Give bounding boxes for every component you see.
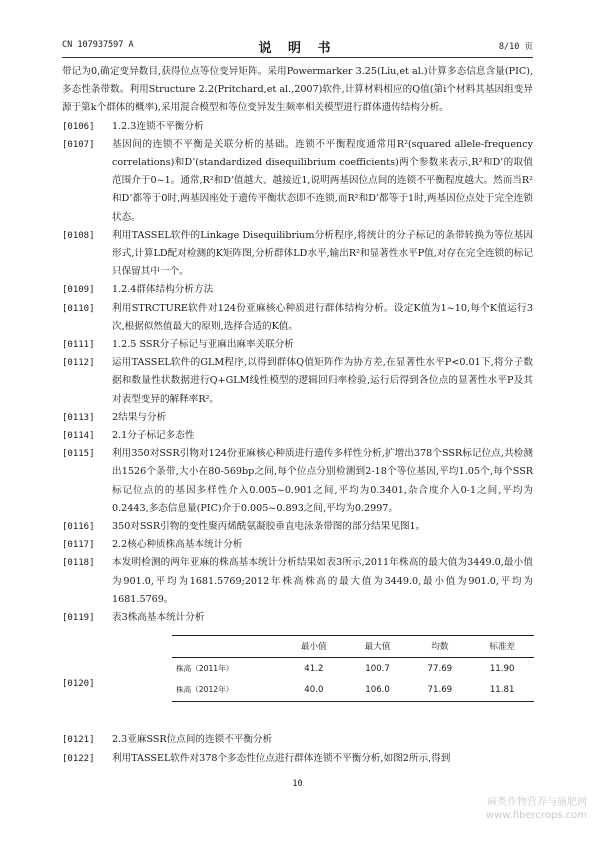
paragraph-number: [0108] (62, 230, 95, 241)
paragraph-number: [0122] (62, 753, 95, 764)
paragraph-number: [0117] (62, 540, 95, 551)
paragraph-0106 (62, 118, 533, 136)
paragraph-0118 (62, 554, 533, 609)
cell-sd: 11.81 (489, 685, 515, 696)
paragraph-text: 利用TASSEL软件的Linkage Disequilibrium分析程序,将统计的分子标记的条带转换为等位基因形式,计算LD配对检测的K矩阵图,分析群体LD水平,输出R²和显著性水平P值,对存在完全连锁的标记只保留其中一个。 (112, 229, 533, 278)
paragraph-0119 (62, 609, 533, 627)
paragraph-0111 (62, 336, 533, 354)
paragraph-text: 基因间的连锁不平衡是关联分析的基础。连锁不平衡程度通常用R²(squared allele-frequency correlations)和D’(standardized disequilibrium coefficients)两个参数来表示,R²和D’的取值范围介于0~1。通常,R²和D’值越大、越接近1,说明两基因位点间的连锁不平衡程度越大。然而当R²和D’都等于0时,两基因座处于遗传平衡状态即不连锁,而R²和D’都等于1时,两基因位点处于完全连锁状态。 (112, 138, 533, 223)
paragraph-text: 350对SSR引物的变性聚丙烯酰氨凝胶垂直电泳条带图的部分结果见图1。 (112, 521, 426, 533)
cell-sd: 11.90 (489, 663, 515, 674)
cell-max: 100.7 (365, 663, 390, 674)
paragraph-0107 (62, 136, 533, 227)
paragraph-number: [0119] (62, 613, 95, 624)
row-label: 株高（2012年） (176, 685, 234, 695)
column-header: 最大值 (364, 641, 391, 652)
document-body (62, 63, 533, 768)
cell-mean: 77.69 (427, 663, 453, 674)
table-header-row (172, 636, 534, 658)
cell-mean: 71.69 (427, 685, 453, 696)
publication-number: CN 107937597 A (62, 40, 134, 50)
paragraph-0122 (62, 750, 533, 768)
paragraph-0121 (62, 731, 533, 749)
table-corner-cell (172, 636, 282, 658)
column-header: 标准差 (489, 641, 516, 652)
row-label: 株高（2011年） (176, 663, 234, 673)
paragraph-text: 2.3亚麻SSR位点间的连锁不平衡分析 (112, 734, 273, 746)
paragraph-0113 (62, 409, 533, 427)
paragraph-number: [0113] (62, 412, 95, 423)
paragraph-number: [0106] (62, 121, 95, 132)
paragraph-number: [0110] (62, 303, 95, 314)
paragraph-text: 2.2核心种质株高基本统计分析 (112, 539, 243, 551)
column-header: 最小值 (300, 641, 327, 652)
paragraph-text: 运用TASSEL软件的GLM程序,以得到群体Q值矩阵作为协方差,在显著性水平P<0.01下,将分子数据和数量性状数据进行Q+GLM线性模型的逻辑回归率检验,运行后得到各位点的显著性水平P及其对表型变异的解释率R²。 (112, 357, 533, 405)
paragraph-number: [0107] (62, 139, 95, 150)
paragraph-0109 (62, 281, 533, 299)
paragraph-number: [0118] (62, 558, 95, 569)
page-header (62, 38, 533, 54)
page-indicator: 8/10 页 (498, 42, 533, 52)
paragraph-0112 (62, 354, 533, 409)
paragraph-continuation (62, 63, 533, 118)
paragraph-text: 利用TASSEL软件对378个多态性位点进行群体连锁不平衡分析,如图2所示,得到 (112, 752, 451, 764)
paragraph-number: [0115] (62, 449, 95, 460)
paragraph-text: 本发明检测的两年亚麻的株高基本统计分析结果如表3所示,2011年株高的最大值为3449.0,最小值为901.0,平均为1681.5769;2012年株高株高的最大值为3449.0,最小值为901.0,平均为1681.5769。 (112, 557, 533, 605)
paragraph-0117 (62, 536, 533, 554)
table-row (172, 658, 534, 680)
column-header: 均数 (431, 641, 449, 652)
plant-height-stats-table (172, 635, 534, 702)
cell-min: 41.2 (304, 663, 324, 674)
paragraph-text: 2结果与分析 (112, 411, 167, 423)
cell-max: 106.0 (365, 685, 390, 696)
watermark-line: 麻类作物营养与施肥网 (487, 797, 587, 808)
table-row (172, 680, 534, 702)
watermark (486, 796, 587, 822)
paragraph-text: 带记为0,确定变异数目,获得位点等位变异矩阵。采用Powermarker 3.25(Liu,et al.)计算多态信息含量(PIC),多态性条带数。利用Structure 2.2(Pritchard,et al.,2007)软件,计算材料相应的Q值(第i个材料其基因组变异源于第k个群体的概率),采用混合模型和等位变异发生频率相关模型进行群体遗传结构分析。 (62, 66, 533, 114)
paragraph-0115 (62, 445, 533, 518)
paragraph-text: 1.2.3连锁不平衡分析 (112, 120, 204, 132)
paragraph-text: 利用STRCTURE软件对124份亚麻核心种质进行群体结构分析。设定K值为1~10,每个K值运行3次,根据似然值最大的原则,选择合适的K值。 (112, 302, 533, 332)
paragraph-text: 2.1分子标记多态性 (112, 430, 195, 442)
watermark-url: www.fibercrops.com (485, 810, 587, 821)
paragraph-number: [0112] (62, 358, 95, 369)
paragraph-number: [0111] (62, 340, 95, 351)
paragraph-0108 (62, 227, 533, 282)
cell-min: 40.0 (304, 685, 324, 696)
document-title: 说 明 书 (258, 41, 337, 56)
table-caption: 表3株高基本统计分析 (112, 612, 205, 624)
page-number: 10 (292, 779, 303, 789)
paragraph-number: [0116] (62, 522, 95, 533)
paragraph-0116 (62, 518, 533, 536)
paragraph-text: 1.2.4群体结构分析方法 (112, 284, 214, 296)
paragraph-number: [0121] (62, 735, 95, 746)
table-block (62, 635, 533, 731)
paragraph-0114 (62, 427, 533, 445)
paragraph-number: [0114] (62, 431, 95, 442)
paragraph-0110 (62, 300, 533, 336)
paragraph-text: 利用350对SSR引物对124份亚麻核心种质进行遗传多样性分析,扩增出378个SSR标记位点,共检测出1526个条带,大小在80-569bp之间,每个位点分别检测到2-18个等位基因,平均1.05个,每个SSR标记位点的的基因多样性介入0.005~0.901之间,平均为0.3401,杂合度介入0-1之间,平均为0.2443,多态信息量(PIC)介于0.005~0.893之间,平均为0.2997。 (112, 448, 533, 514)
paragraph-number: [0120] (62, 679, 95, 690)
paragraph-number: [0109] (62, 285, 95, 296)
header-rule (62, 57, 533, 58)
paragraph-text: 1.2.5 SSR分子标记与亚麻出麻率关联分析 (112, 339, 294, 351)
